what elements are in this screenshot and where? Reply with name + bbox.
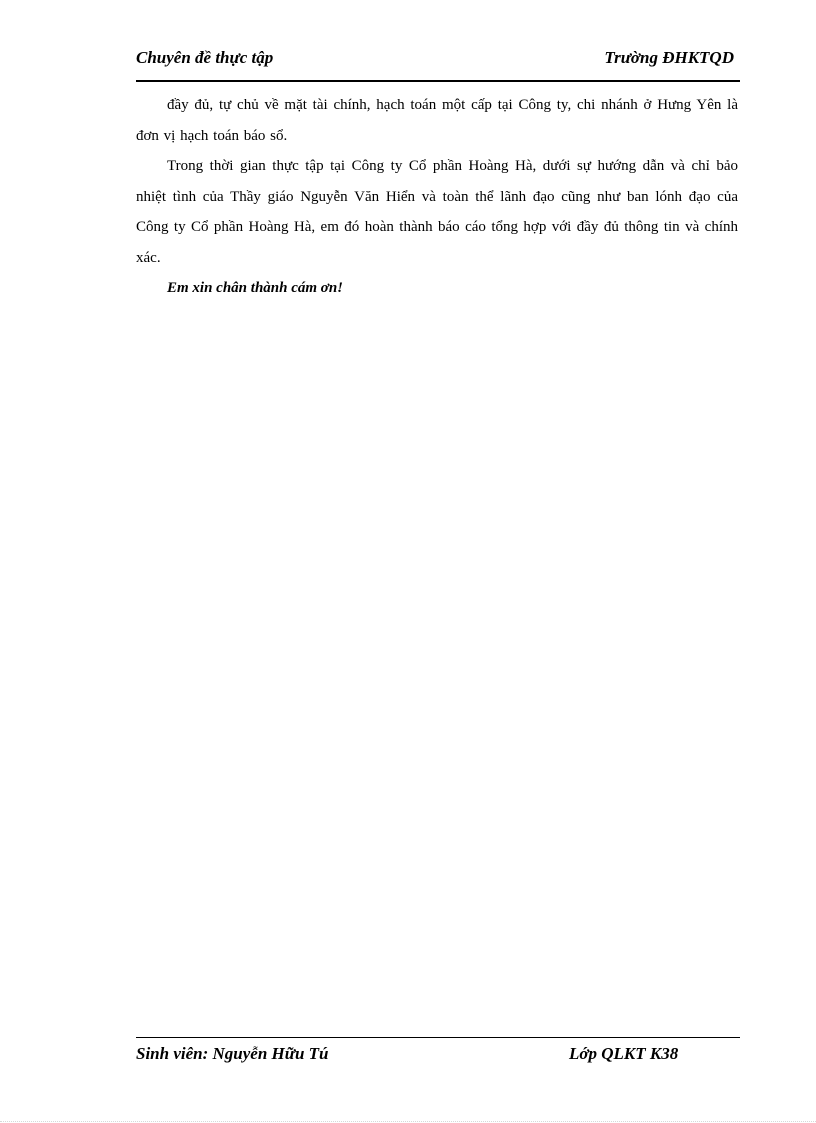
- body-paragraph-2: Trong thời gian thực tập tại Công ty Cổ phần Hoàng Hà, dưới sự hướng dẫn và chỉ bảo nhiệt tình của Thầy giáo Nguyễn Văn Hiển và toàn thể lãnh đạo cũng như ban lónh đạo của Công ty Cổ phần Hoàng Hà, em đó hoàn thành báo cáo tổng hợp với đầy đủ thông tin và chính xác.: [136, 158, 738, 266]
- body-paragraph-1: đầy đủ, tự chủ về mặt tài chính, hạch toán một cấp tại Công ty, chi nhánh ở Hưng Yên là đơn vị hạch toán báo sổ.: [136, 97, 738, 144]
- footer-class: Lớp QLKT K38: [569, 1044, 679, 1063]
- header-divider: [136, 80, 740, 82]
- thanks-line: Em xin chân thành cám ơn!: [167, 280, 344, 296]
- footer-divider: [136, 1037, 740, 1038]
- page-header: [136, 48, 740, 74]
- header-title: Chuyên đề thực tập: [136, 48, 274, 67]
- page-footer: [136, 1044, 740, 1068]
- header-school: Trường ĐHKTQD: [604, 48, 734, 67]
- footer-student: Sinh viên: Nguyễn Hữu Tú: [136, 1044, 329, 1063]
- document-body: [136, 90, 738, 304]
- page-bottom-edge: [0, 1121, 816, 1122]
